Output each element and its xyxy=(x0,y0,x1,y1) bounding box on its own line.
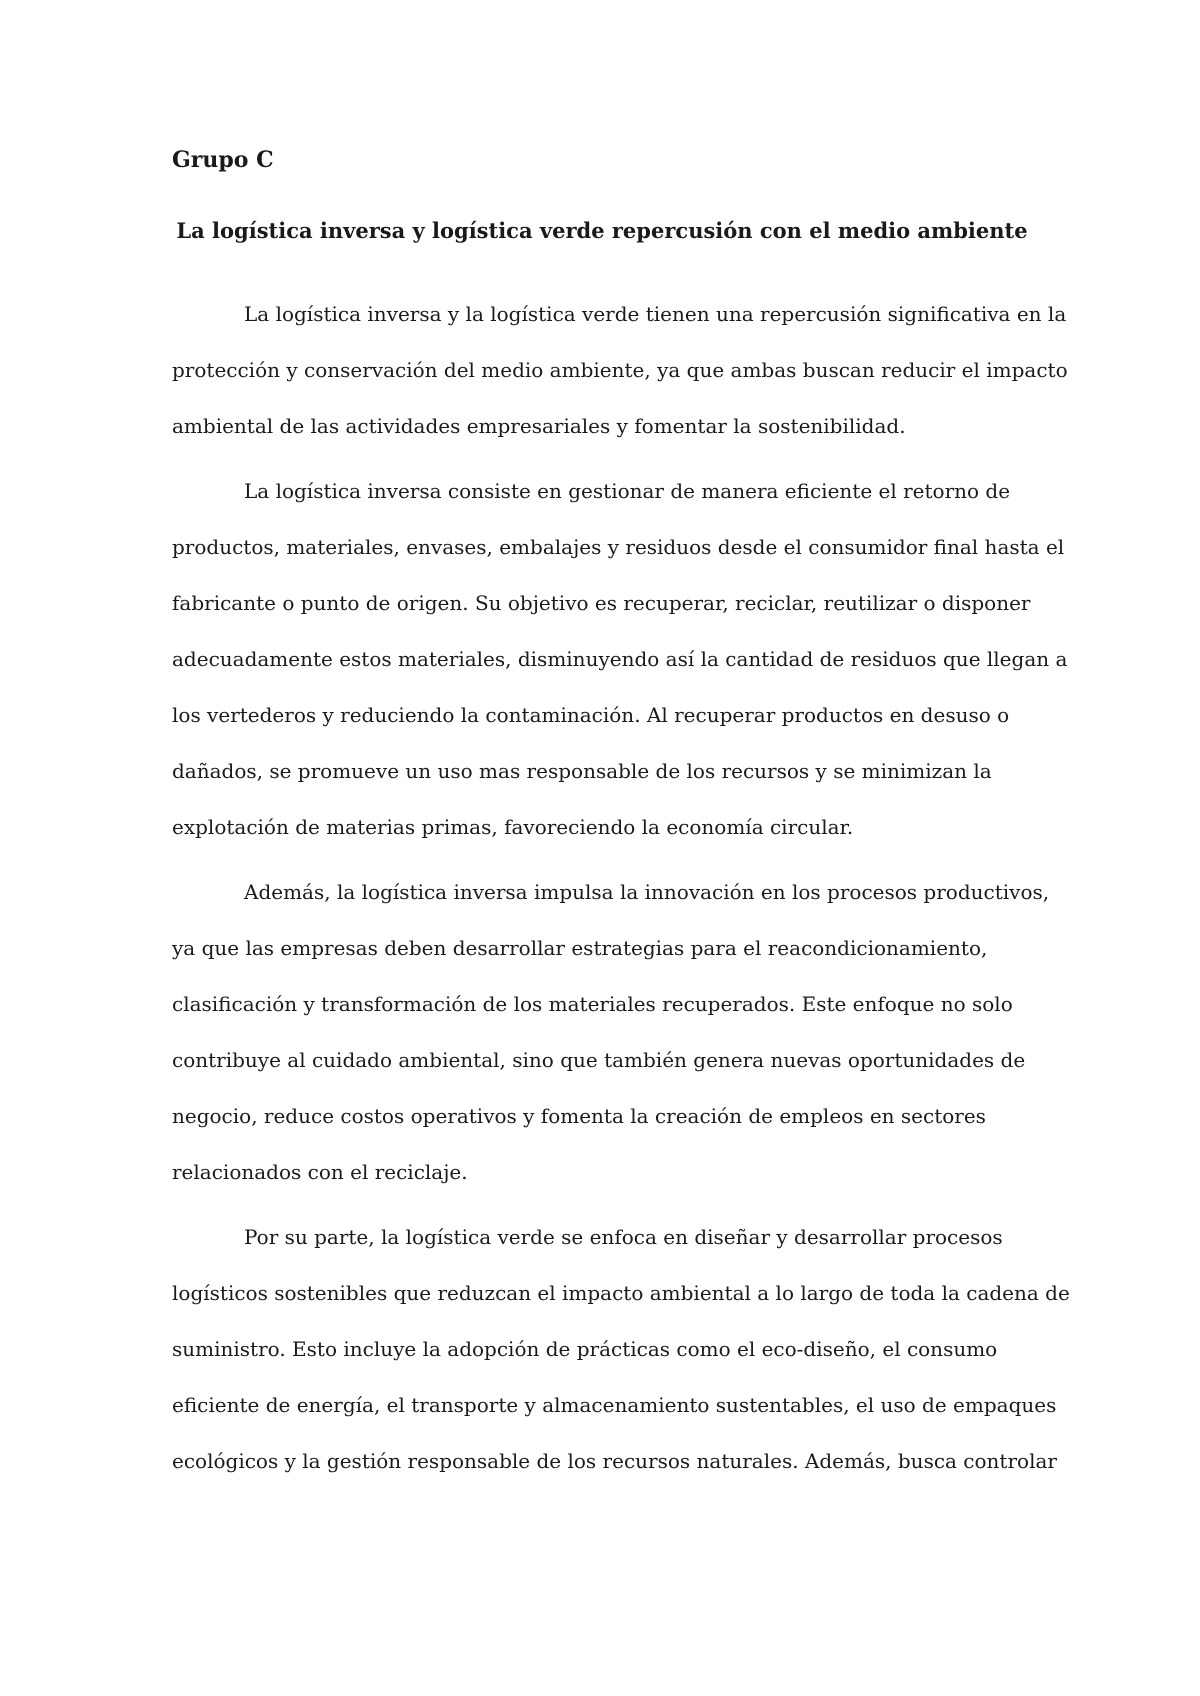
paragraph-line: clasificación y transformación de los materiales recuperados. Este enfoque no solo xyxy=(172,992,1013,1016)
paragraph-line: ambiental de las actividades empresariales y fomentar la sostenibilidad. xyxy=(172,414,906,438)
document-body xyxy=(172,286,1070,1498)
document-title: La logística inversa y logística verde repercusión con el medio ambiente xyxy=(176,218,1028,243)
paragraph-line: explotación de materias primas, favoreciendo la economía circular. xyxy=(172,815,854,839)
paragraph-line: La logística inversa consiste en gestionar de manera eficiente el retorno de xyxy=(244,479,1011,503)
paragraph-line: relacionados con el reciclaje. xyxy=(172,1160,468,1184)
paragraph-line: adecuadamente estos materiales, disminuyendo así la cantidad de residuos que llegan a xyxy=(172,647,1068,671)
paragraph-line: negocio, reduce costos operativos y fomenta la creación de empleos en sectores xyxy=(172,1104,986,1128)
paragraph-line: productos, materiales, envases, embalajes y residuos desde el consumidor final hasta el xyxy=(172,535,1065,559)
paragraph-line: fabricante o punto de origen. Su objetivo es recuperar, reciclar, reutilizar o disponer xyxy=(172,591,1031,615)
paragraph-line: logísticos sostenibles que reduzcan el impacto ambiental a lo largo de toda la cadena de xyxy=(172,1281,1070,1305)
paragraph-1 xyxy=(172,286,1068,454)
paragraph-3 xyxy=(172,864,1050,1200)
paragraph-line: ya que las empresas deben desarrollar estrategias para el reacondicionamiento, xyxy=(172,936,988,960)
paragraph-line: los vertederos y reduciendo la contaminación. Al recuperar productos en desuso o xyxy=(172,703,1010,727)
paragraph-4 xyxy=(172,1209,1070,1489)
paragraph-2 xyxy=(172,463,1068,855)
paragraph-line: Además, la logística inversa impulsa la innovación en los procesos productivos, xyxy=(244,880,1050,904)
paragraph-line: La logística inversa y la logística verde tienen una repercusión significativa en la xyxy=(244,302,1067,326)
paragraph-line: eficiente de energía, el transporte y almacenamiento sustentables, el uso de empaques xyxy=(172,1393,1057,1417)
paragraph-line: ecológicos y la gestión responsable de los recursos naturales. Además, busca controlar xyxy=(172,1449,1057,1473)
paragraph-line: suministro. Esto incluye la adopción de prácticas como el eco-diseño, el consumo xyxy=(172,1337,998,1361)
paragraph-line: contribuye al cuidado ambiental, sino que también genera nuevas oportunidades de xyxy=(172,1048,1026,1072)
paragraph-line: Por su parte, la logística verde se enfoca en diseñar y desarrollar procesos xyxy=(244,1225,1003,1249)
paragraph-line: dañados, se promueve un uso mas responsable de los recursos y se minimizan la xyxy=(172,759,992,783)
group-label: Grupo C xyxy=(172,147,274,173)
paragraph-line: protección y conservación del medio ambiente, ya que ambas buscan reducir el impacto xyxy=(172,358,1068,382)
